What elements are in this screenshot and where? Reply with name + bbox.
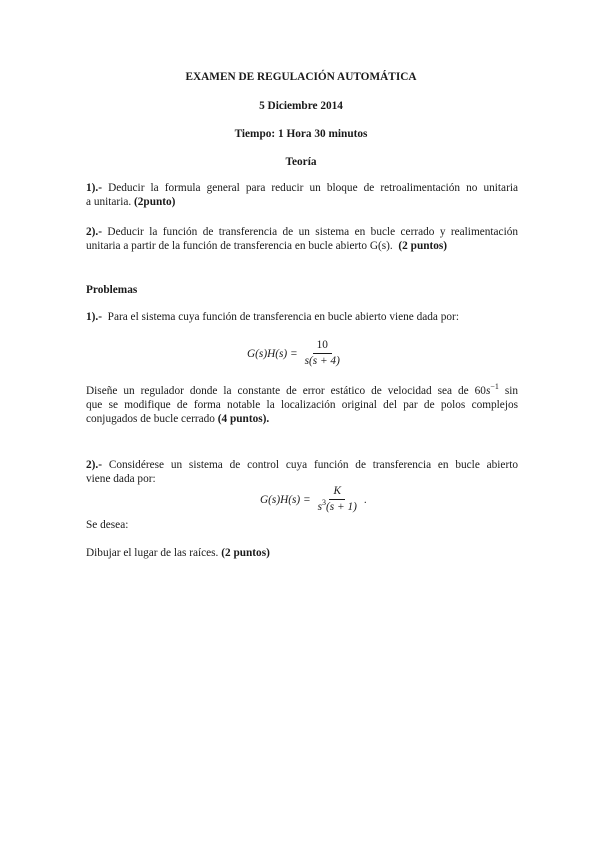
formula-end: . xyxy=(363,493,367,506)
problem-points: (4 puntos). xyxy=(217,413,270,425)
task-text: Dibujar el lugar de las raíces. xyxy=(86,547,219,559)
theory-question-1 xyxy=(86,181,518,209)
question-text-line1: Deducir la formula general para reducir un bloque de retroalimentación no unitaria xyxy=(108,182,518,194)
problem-number: 2).- xyxy=(86,459,102,471)
body-line1: Diseñe un regulador donde la constante de error estático de velocidad sea de xyxy=(86,385,469,397)
theory-question-2 xyxy=(86,225,518,253)
body-line2: que se modifique de forma notable la localización original del par de polos complejos xyxy=(86,399,518,411)
problems-heading: Problemas xyxy=(86,284,138,296)
problem-1-intro xyxy=(86,310,518,324)
question-number: 2).- xyxy=(86,226,102,238)
formula-fraction xyxy=(301,339,344,368)
problem-1-body xyxy=(86,384,518,426)
kv-unit: s xyxy=(485,385,491,397)
exam-title: EXAMEN DE REGULACIÓN AUTOMÁTICA xyxy=(185,71,417,83)
theory-heading: Teoría xyxy=(285,156,317,168)
problem-2-intro xyxy=(86,458,518,486)
question-text-line2: unitaria a partir de la función de transferencia en bucle abierto G(s). xyxy=(86,240,393,252)
question-number: 1).- xyxy=(86,182,102,194)
kv-value: 60 xyxy=(474,385,486,397)
desire-text: Se desea: xyxy=(86,519,129,531)
problem-number: 1).- xyxy=(86,311,102,323)
formula-denominator xyxy=(314,500,361,514)
kv-exponent: −1 xyxy=(490,382,499,391)
question-points: (2punto) xyxy=(134,196,176,208)
problem-2-task xyxy=(86,546,518,560)
formula-denominator: s(s + 4) xyxy=(304,355,340,367)
question-text-line1: Deducir la función de transferencia de un sistema en bucle cerrado y realimentación xyxy=(107,226,519,238)
problem-1-formula xyxy=(247,339,344,368)
problem-2-formula xyxy=(260,485,367,514)
formula-lhs: G(s)H(s) = xyxy=(247,347,298,360)
intro-line1: Considérese un sistema de control cuya función de transferencia en bucle abierto xyxy=(108,459,518,471)
formula-lhs: G(s)H(s) = xyxy=(260,493,311,506)
exam-duration: Tiempo: 1 Hora 30 minutos xyxy=(234,128,368,140)
formula-fraction xyxy=(314,485,361,514)
question-text-line2: a unitaria. xyxy=(86,196,132,208)
exam-date: 5 Diciembre 2014 xyxy=(259,100,343,112)
formula-numerator: 10 xyxy=(313,339,332,354)
body-line3: conjugados de bucle cerrado xyxy=(86,413,215,425)
question-points: (2 puntos) xyxy=(398,240,448,252)
denominator-base: s xyxy=(317,501,323,513)
denominator-tail: (s + 1) xyxy=(326,501,357,513)
problem-2-desire xyxy=(86,518,518,532)
intro-line2: viene dada por: xyxy=(86,473,156,485)
problem-points: (2 puntos) xyxy=(221,547,270,559)
kv-tail: sin xyxy=(504,385,519,397)
problem-intro-text: Para el sistema cuya función de transferencia en bucle abierto viene dada por: xyxy=(107,311,459,323)
denominator-exponent: 3 xyxy=(322,498,327,507)
formula-numerator: K xyxy=(329,485,345,500)
